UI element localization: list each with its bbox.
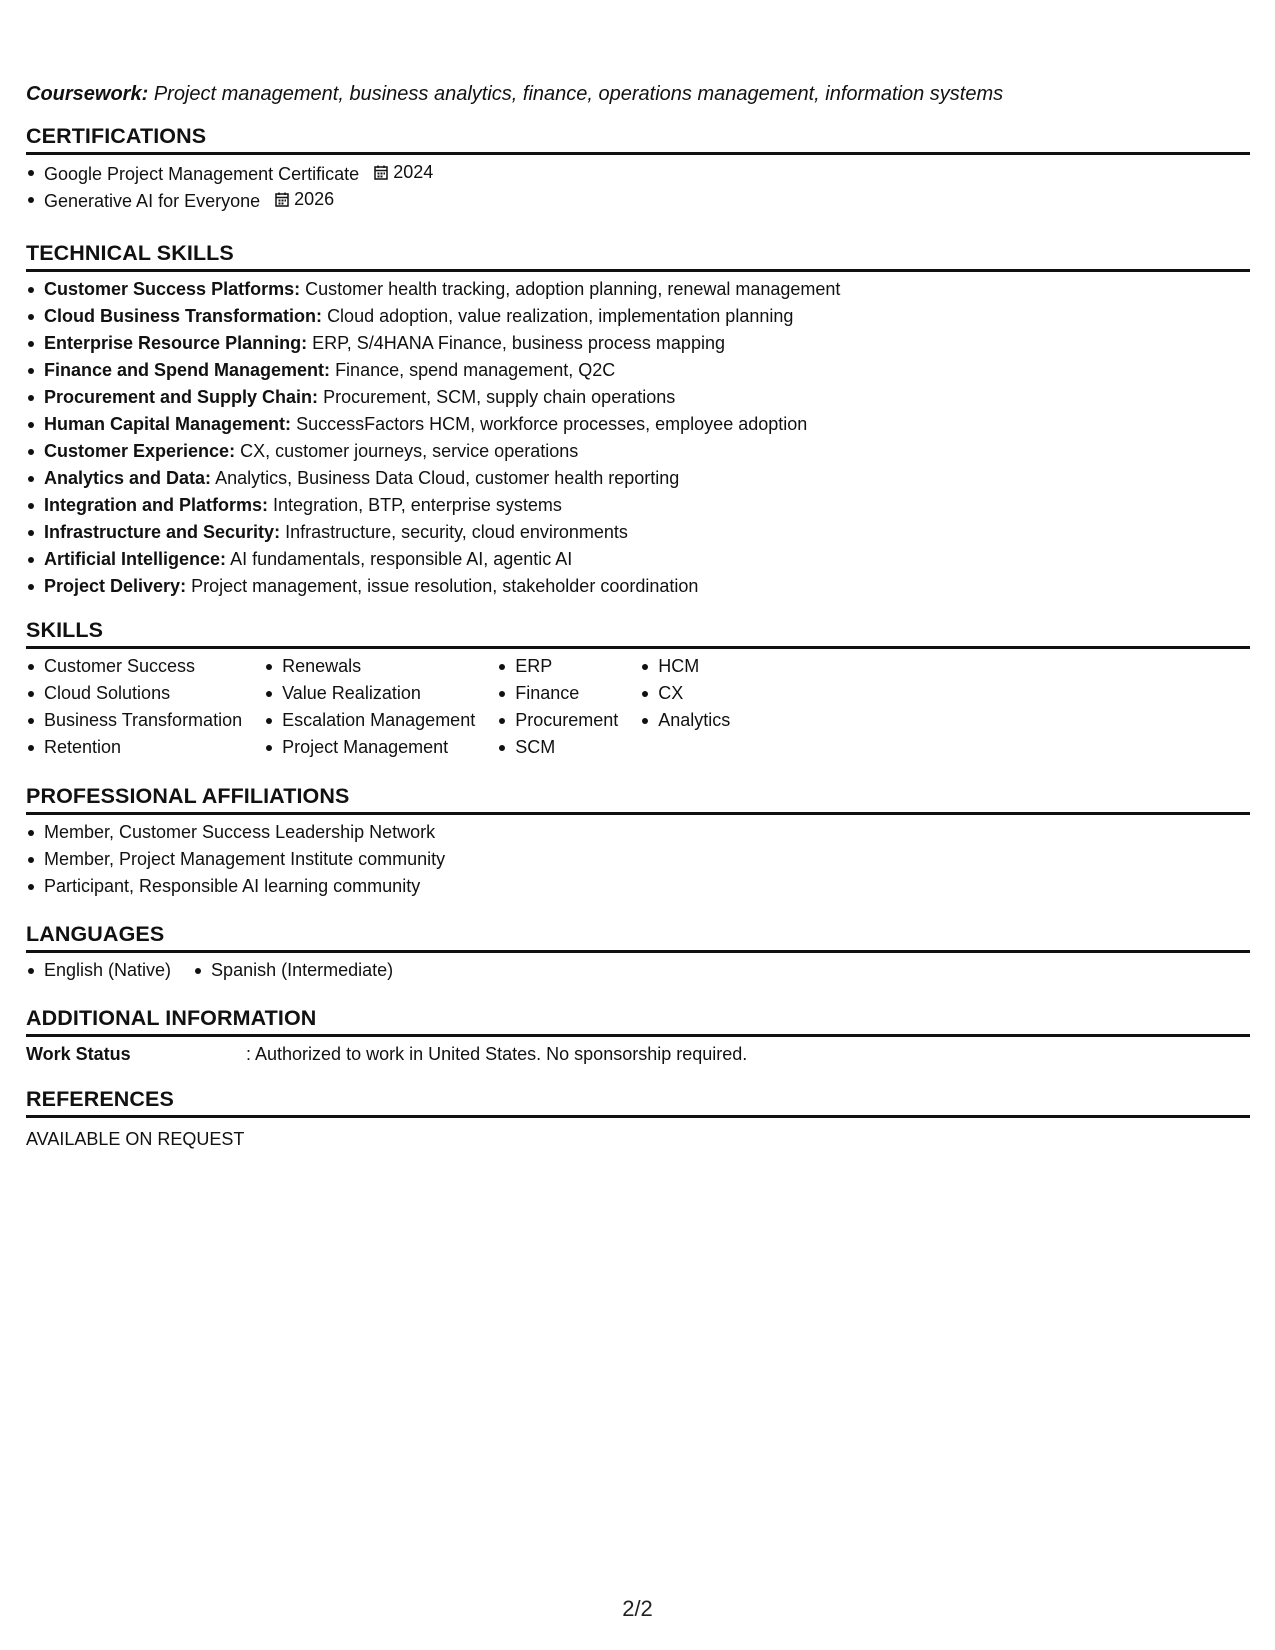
skill-category: Cloud Business Transformation: <box>44 306 323 326</box>
affiliations-section <box>26 782 1250 900</box>
technical-skill-item <box>26 303 1250 330</box>
certification-name: Generative AI for Everyone <box>44 191 261 211</box>
languages-list <box>26 957 1250 984</box>
skills-column <box>640 653 730 761</box>
skill-category: Customer Experience: <box>44 441 236 461</box>
section-divider <box>26 269 1250 272</box>
skill-item: Procurement <box>497 707 618 734</box>
technical-skill-item <box>26 411 1250 438</box>
affiliation-item: Member, Customer Success Leadership Network <box>26 819 1250 846</box>
skill-detail: Procurement, SCM, supply chain operations <box>323 387 676 407</box>
technical-skill-item <box>26 573 1250 600</box>
skill-category: Finance and Spend Management: <box>44 360 331 380</box>
skill-detail: Integration, BTP, enterprise systems <box>273 495 562 515</box>
skills-column <box>26 653 242 761</box>
affiliation-item: Participant, Responsible AI learning community <box>26 873 1250 900</box>
technical-skill-item <box>26 357 1250 384</box>
section-divider <box>26 1034 1250 1037</box>
skill-category: Project Delivery: <box>44 576 187 596</box>
references-text: AVAILABLE ON REQUEST <box>26 1129 245 1149</box>
coursework-text: Project management, business analytics, finance, operations management, information systems <box>153 83 1004 105</box>
skill-item: Finance <box>497 680 618 707</box>
technical-skills-section <box>26 239 1250 600</box>
skill-item: Retention <box>26 734 242 761</box>
skill-detail: Analytics, Business Data Cloud, customer health reporting <box>215 468 680 488</box>
skill-detail: Customer health tracking, adoption planning, renewal management <box>305 279 841 299</box>
skill-item: Escalation Management <box>264 707 475 734</box>
certification-item <box>26 186 1250 213</box>
references-heading: REFERENCES <box>26 1087 174 1111</box>
skill-detail: Finance, spend management, Q2C <box>335 360 616 380</box>
technical-skill-item <box>26 438 1250 465</box>
calendar-icon <box>374 165 388 180</box>
skill-detail: SuccessFactors HCM, workforce processes, employee adoption <box>296 414 808 434</box>
skills-column <box>264 653 475 761</box>
skill-category: Customer Success Platforms: <box>44 279 301 299</box>
certifications-list <box>26 159 1250 213</box>
skill-item: Business Transformation <box>26 707 242 734</box>
technical-skill-item <box>26 384 1250 411</box>
languages-section <box>26 920 1250 984</box>
skills-section <box>26 616 1250 761</box>
certification-year-value: 2024 <box>393 162 434 182</box>
language-item: English (Native) <box>26 957 171 984</box>
certification-name: Google Project Management Certificate <box>44 164 360 184</box>
certifications-heading: CERTIFICATIONS <box>26 124 207 148</box>
technical-skill-item <box>26 492 1250 519</box>
additional-info-section <box>26 1004 1250 1068</box>
skill-item: Cloud Solutions <box>26 680 242 707</box>
skill-detail: Cloud adoption, value realization, implementation planning <box>327 306 794 326</box>
section-divider <box>26 646 1250 649</box>
skill-category: Infrastructure and Security: <box>44 522 281 542</box>
skill-detail: Project management, issue resolution, stakeholder coordination <box>191 576 699 596</box>
calendar-icon <box>275 192 289 207</box>
language-item: Spanish (Intermediate) <box>193 957 393 984</box>
additional-info-heading: ADDITIONAL INFORMATION <box>26 1006 317 1030</box>
technical-skill-item <box>26 546 1250 573</box>
coursework-label: Coursework: <box>26 83 149 105</box>
skill-category: Artificial Intelligence: <box>44 549 227 569</box>
skill-item: HCM <box>640 653 730 680</box>
skill-detail: ERP, S/4HANA Finance, business process mapping <box>312 333 725 353</box>
work-status-value: : Authorized to work in United States. No sponsorship required. <box>246 1044 748 1064</box>
technical-skill-item <box>26 519 1250 546</box>
skill-item: SCM <box>497 734 618 761</box>
work-status-row <box>26 1041 1250 1068</box>
page-number: 2/2 <box>622 1596 653 1621</box>
skill-item: Project Management <box>264 734 475 761</box>
resume-page <box>26 0 1251 1650</box>
skill-item: Renewals <box>264 653 475 680</box>
skill-item: ERP <box>497 653 618 680</box>
skill-category: Enterprise Resource Planning: <box>44 333 308 353</box>
skill-category: Analytics and Data: <box>44 468 212 488</box>
skill-category: Procurement and Supply Chain: <box>44 387 319 407</box>
section-divider <box>26 152 1250 155</box>
skill-category: Integration and Platforms: <box>44 495 269 515</box>
skills-columns <box>26 653 1250 761</box>
affiliation-item: Member, Project Management Institute community <box>26 846 1250 873</box>
skill-detail: Infrastructure, security, cloud environments <box>285 522 628 542</box>
skills-column <box>497 653 618 761</box>
skills-heading: SKILLS <box>26 618 104 642</box>
certifications-section <box>26 122 1250 213</box>
technical-skills-list <box>26 276 1250 600</box>
skill-item: Customer Success <box>26 653 242 680</box>
skill-item: Analytics <box>640 707 730 734</box>
skill-item: CX <box>640 680 730 707</box>
technical-skill-item <box>26 465 1250 492</box>
skill-detail: AI fundamentals, responsible AI, agentic AI <box>230 549 573 569</box>
certification-item <box>26 159 1250 186</box>
work-status-label: Work Status <box>26 1044 131 1064</box>
skill-category: Human Capital Management: <box>44 414 292 434</box>
technical-skills-heading: TECHNICAL SKILLS <box>26 241 234 265</box>
certification-year <box>275 186 334 213</box>
section-divider <box>26 812 1250 815</box>
technical-skill-item <box>26 330 1250 357</box>
skill-item: Value Realization <box>264 680 475 707</box>
technical-skill-item <box>26 276 1250 303</box>
languages-heading: LANGUAGES <box>26 922 165 946</box>
coursework-line <box>26 80 1003 108</box>
affiliations-heading: PROFESSIONAL AFFILIATIONS <box>26 784 350 808</box>
references-section <box>26 1085 1250 1153</box>
affiliations-list <box>26 819 1250 900</box>
certification-year <box>374 159 433 186</box>
section-divider <box>26 950 1250 953</box>
certification-year-value: 2026 <box>294 189 335 209</box>
section-divider <box>26 1115 1250 1118</box>
skill-detail: CX, customer journeys, service operations <box>240 441 579 461</box>
